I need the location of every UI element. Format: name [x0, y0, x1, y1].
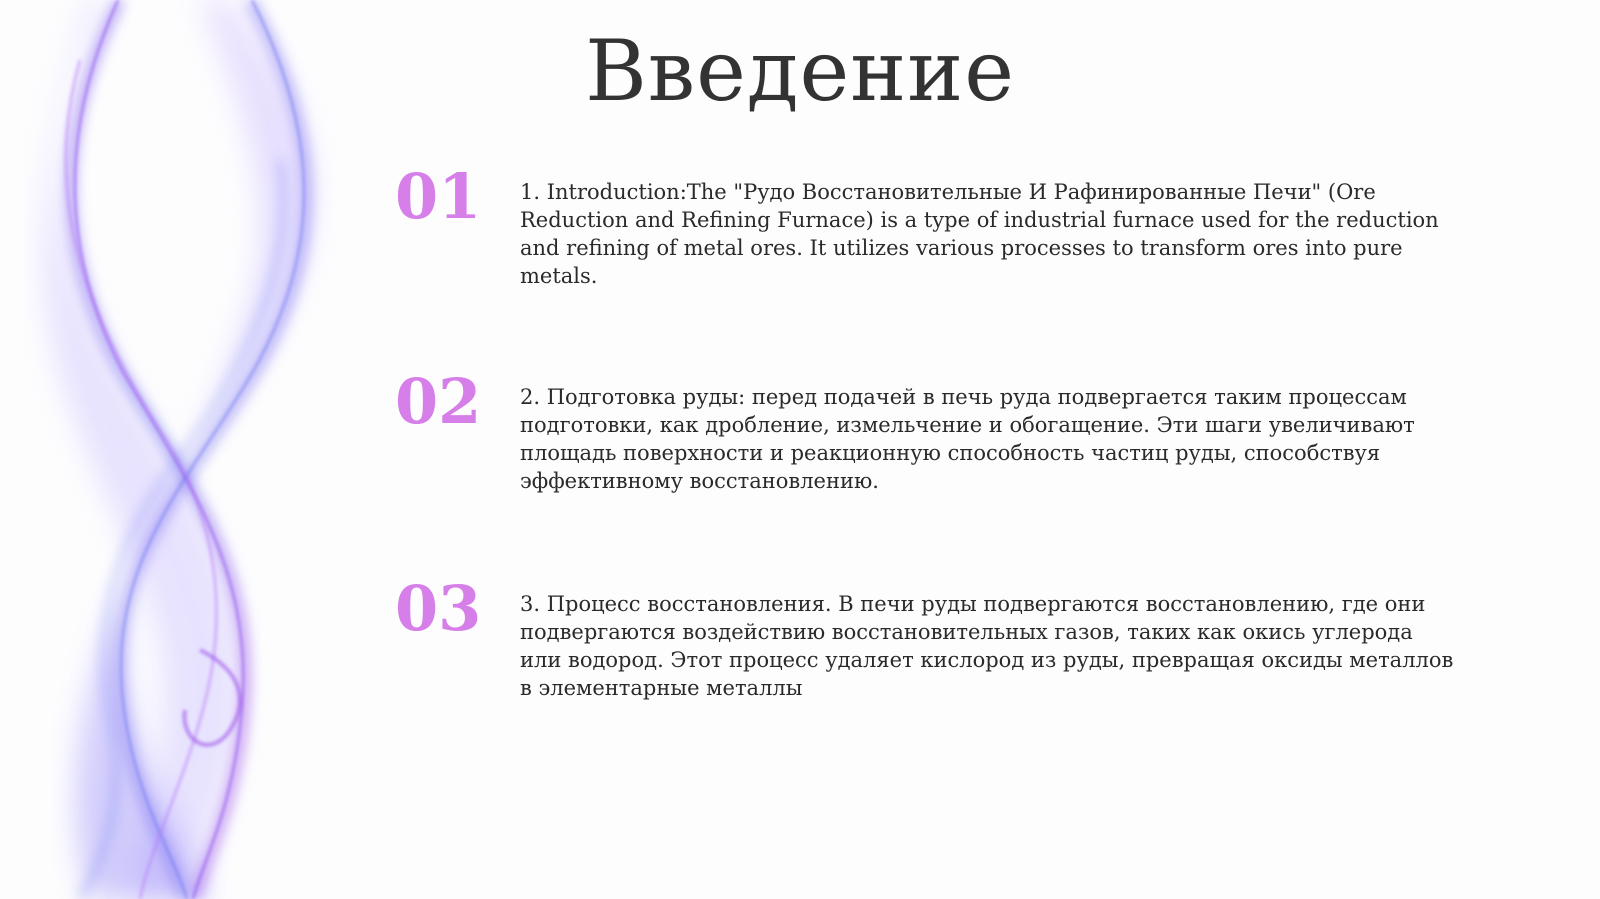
item-number: 03: [395, 572, 482, 645]
item-number: 01: [395, 160, 482, 233]
list-item: [395, 572, 1455, 702]
list-item: [395, 365, 1455, 495]
purple-smoke-decoration: [0, 0, 380, 899]
slide-title: Введение: [585, 22, 1015, 120]
item-text: 1. Introduction:The "Рудо Восстановительные И Рафинированные Печи" (Ore Reduction and Refining Furnace) is a type of industrial furnace used for the reduction and refining of metal ores. It utilizes various processes to transform ores into pure metals.: [520, 180, 1439, 288]
item-number: 02: [395, 365, 482, 438]
item-text: 2. Подготовка руды: перед подачей в печь руда подвергается таким процессам подготовки, как дробление, измельчение и обогащение. Эти шаги увеличивают площадь поверхности и реакционную способность частиц руды, способствуя эффективному восстановлению.: [520, 385, 1415, 493]
list-item: [395, 160, 1455, 290]
item-text: 3. Процесс восстановления. В печи руды подвергаются восстановлению, где они подвергаются воздействию восстановительных газов, таких как окись углерода или водород. Этот процесс удаляет кислород из руды, превращая оксиды металлов в элементарные металлы: [520, 592, 1454, 700]
